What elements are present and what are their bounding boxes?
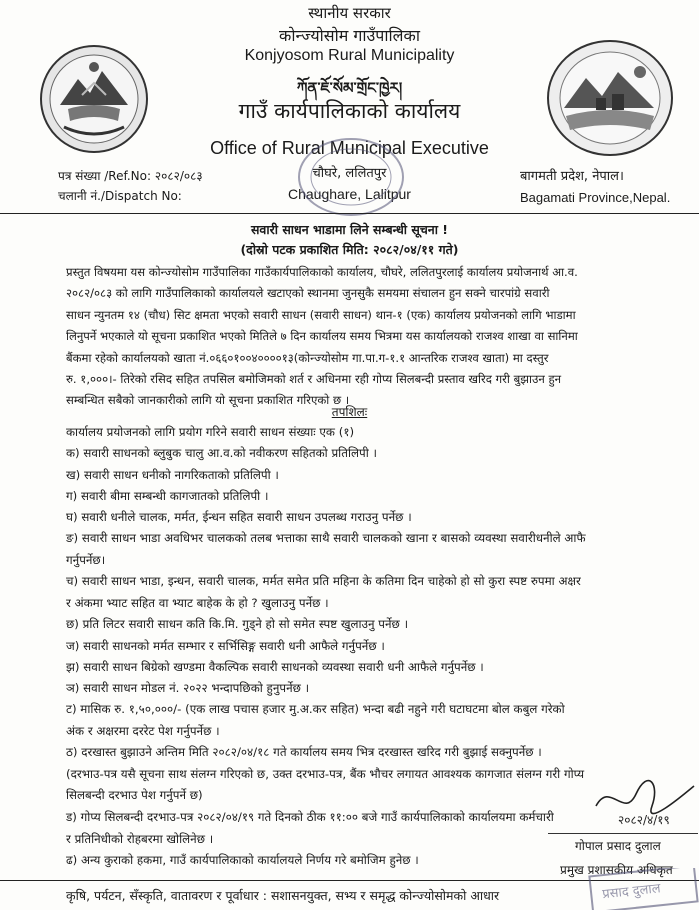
header-address-np: चौघरे, ललितपुर bbox=[312, 166, 387, 181]
handwritten-signature bbox=[590, 776, 699, 830]
signatory-name: गोपाल प्रसाद दुलाल bbox=[575, 839, 661, 853]
header-municipality-tibetan: ཀོན་ཇོ་སོམ་གྲོང་ཁྱེར། bbox=[296, 79, 403, 97]
list-item: ङ) सवारी साधन भाडा अवधिभर चालकको तलब भत्ताका साथै सवारी चालकको खाना र बासको व्यवस्था सवारीधनीले आफै गर्नुपर्नेछ। bbox=[66, 531, 586, 567]
tapsil-heading: तपशिलः bbox=[331, 405, 368, 419]
list-item: च) सवारी साधन भाडा, इन्धन, सवारी चालक, मर्मत समेत प्रति महिना के कतिमा दिन चाहेको हो सो कुरा स्पष्ट रुपमा अक्षर र अंकमा भ्याट सहित वा भ्याट बाहेक के हो ? खुलाउनु पर्नेछ । bbox=[66, 574, 581, 610]
footer-slogan: कृषि, पर्यटन, सँस्कृति, वातावरण र पूर्वाधार : सशासनयुक्त, सभ्य र समृद्ध कोन्ज्योसोमको आधार bbox=[66, 888, 500, 903]
header-address-en: Chaughare, Lalitpur bbox=[288, 186, 411, 202]
list-item: ज) सवारी साधनको मर्मत सम्भार र सर्भिसिङ्ग सवारी धनी आफैले गर्नुपर्नेछ । bbox=[66, 639, 385, 653]
list-item: ग) सवारी बीमा सम्बन्धी कागजातको प्रतिलिपी । bbox=[66, 489, 269, 503]
list-item: घ) सवारी धनीले चालक, मर्मत, ईन्धन सहित सवारी साधन उपलब्ध गराउनु पर्नेछ । bbox=[66, 510, 412, 524]
header-divider bbox=[0, 213, 699, 214]
notice-title: सवारी साधन भाडामा लिने सम्बन्धी सूचना ! bbox=[250, 222, 449, 237]
header-municipality-en: Konjyosom Rural Municipality bbox=[244, 47, 455, 64]
province-en: Bagamati Province,Nepal. bbox=[520, 190, 671, 205]
header-municipality-np: कोन्ज्योसोम गाउँपालिका bbox=[279, 26, 420, 45]
signature-date: २०८२/४/१९ bbox=[618, 813, 670, 827]
notice-intro-paragraph: प्रस्तुत विषयमा यस कोन्ज्योसोम गाउँपालिका गाउँकार्यपालिकाको कार्यालय, चौघरे, ललितपुरलाई कार्यालय प्रयोजनार्थ आ.व. २०८२/०८३ को लागि गाउँपालिकाको कार्यालयले खटाएको स्थानमा जुनसुकै समयमा संचालन हुन सक्ने चारपांग्रे सवारी साधन न्युनतम १४ (चौध) सिट क्षमता भएको सवारी साधन (सवारी साधन) थान-१ (एक) कार्यालय प्रयोजनको लागि भाडामा लिनुपर्ने भएकाले यो सूचना प्रकाशित भएको मितिले ७ दिन कार्यालय समय भित्रमा यस कार्यालयको राजश्व शाखा वा सानिमा बैंकमा रहेको कार्यालयको खाता नं.०६६०१००४००००१३(कोन्ज्योसोम गा.पा.ग-१.१ आन्तरिक राजश्व खाता) मा दस्तुर रु. १,०००।- तिरेको रसिद सहित तपसिल बमोजिमको शर्त र अधिनमा रही गोप्य सिलबन्दी प्रस्ताव खरिद गरी बुझाउन हुन सम्बन्धित सबैको जानकारीको लागि यो सूचना प्रकाशित गरिएको छ । bbox=[66, 265, 578, 408]
list-item: क) सवारी साधनको ब्लुबुक चालु आ.व.को नवीकरण सहितको प्रतिलिपी । bbox=[66, 446, 377, 460]
name-stamp bbox=[588, 868, 699, 910]
notice-subtitle: (दोस्रो पटक प्रकाशित मिति: २०८२/०४/११ गते) bbox=[240, 242, 459, 257]
name-stamp-text: प्रसाद दुलाल bbox=[601, 881, 662, 903]
ref-label: पत्र संख्या /Ref.No: bbox=[58, 169, 152, 183]
list-item: झ) सवारी साधन बिग्रेको खण्डमा वैकल्पिक सवारी साधनको व्यवस्था सवारी धनी आफैले गर्नुपर्नेछ । bbox=[66, 660, 484, 674]
header-office-np: गाउँ कार्यपालिकाको कार्यालय bbox=[238, 99, 461, 123]
list-item: ड) गोप्य सिलबन्दी दरभाउ-पत्र २०८२/०४/१९ गते दिनको ठीक ११:०० बजे गाउँ कार्यपालिकाको कार्यालयमा कर्मचारी र प्रतिनिधीको रोहबरमा खोलिनेछ । bbox=[66, 810, 554, 846]
list-item: ठ) दरखास्त बुझाउने अन्तिम मिति २०८२/०४/१८ गते कार्यालय समय भित्र दरखास्त खरिद गरी बुझाई सक्नुपर्नेछ । (दरभाउ-पत्र यसै सूचना साथ संलग्न गरिएको छ, उक्त दरभाउ-पत्र, बैंक भौचर लगायत आवश्यक कागजात संलग्न गरी गोप्य सिलबन्दी दरभाउ पेश गर्नुपर्ने छ) bbox=[66, 745, 585, 802]
province-np: बागमती प्रदेश, नेपाल। bbox=[520, 169, 624, 184]
signatory-title: प्रमुख प्रशासकीय अधिकृत bbox=[560, 863, 673, 877]
list-item: ञ) सवारी साधन मोडल नं. २०२२ भन्दापछिको हुनुपर्नेछ । bbox=[66, 681, 310, 695]
list-item: छ) प्रति लिटर सवारी साधन कति कि.मि. गुड्ने हो सो समेत स्पष्ट खुलाउनु पर्नेछ । bbox=[66, 617, 409, 631]
dispatch-number: चलानी नं./Dispatch No: bbox=[58, 189, 182, 203]
signature-line bbox=[548, 833, 698, 834]
ref-value: २०८२/०८३ bbox=[154, 169, 203, 183]
header-local-government: स्थानीय सरकार bbox=[308, 4, 391, 22]
list-item: ढ) अन्य कुराको हकमा, गाउँ कार्यपालिकाको कार्यालयले निर्णय गरे बमोजिम हुनेछ । bbox=[66, 853, 419, 867]
list-item: ट) मासिक रु. १,५०,०००/- (एक लाख पचास हजार मु.अ.कर सहित) भन्दा बढी नहुने गरी घटाघटमा बोल कबुल गरेको अंक र अक्षरमा दररेट पेश गर्नुपर्नेछ । bbox=[66, 702, 565, 738]
ref-number bbox=[58, 167, 203, 184]
list-item: ख) सवारी साधन धनीको नागरिकताको प्रतिलिपी । bbox=[66, 468, 279, 482]
list-item: कार्यालय प्रयोजनको लागि प्रयोग गरिने सवारी साधन संख्याः एक (१) bbox=[66, 425, 355, 439]
office-seal-stamp bbox=[296, 136, 406, 218]
header-office-en: Office of Rural Municipal Executive bbox=[210, 138, 489, 158]
